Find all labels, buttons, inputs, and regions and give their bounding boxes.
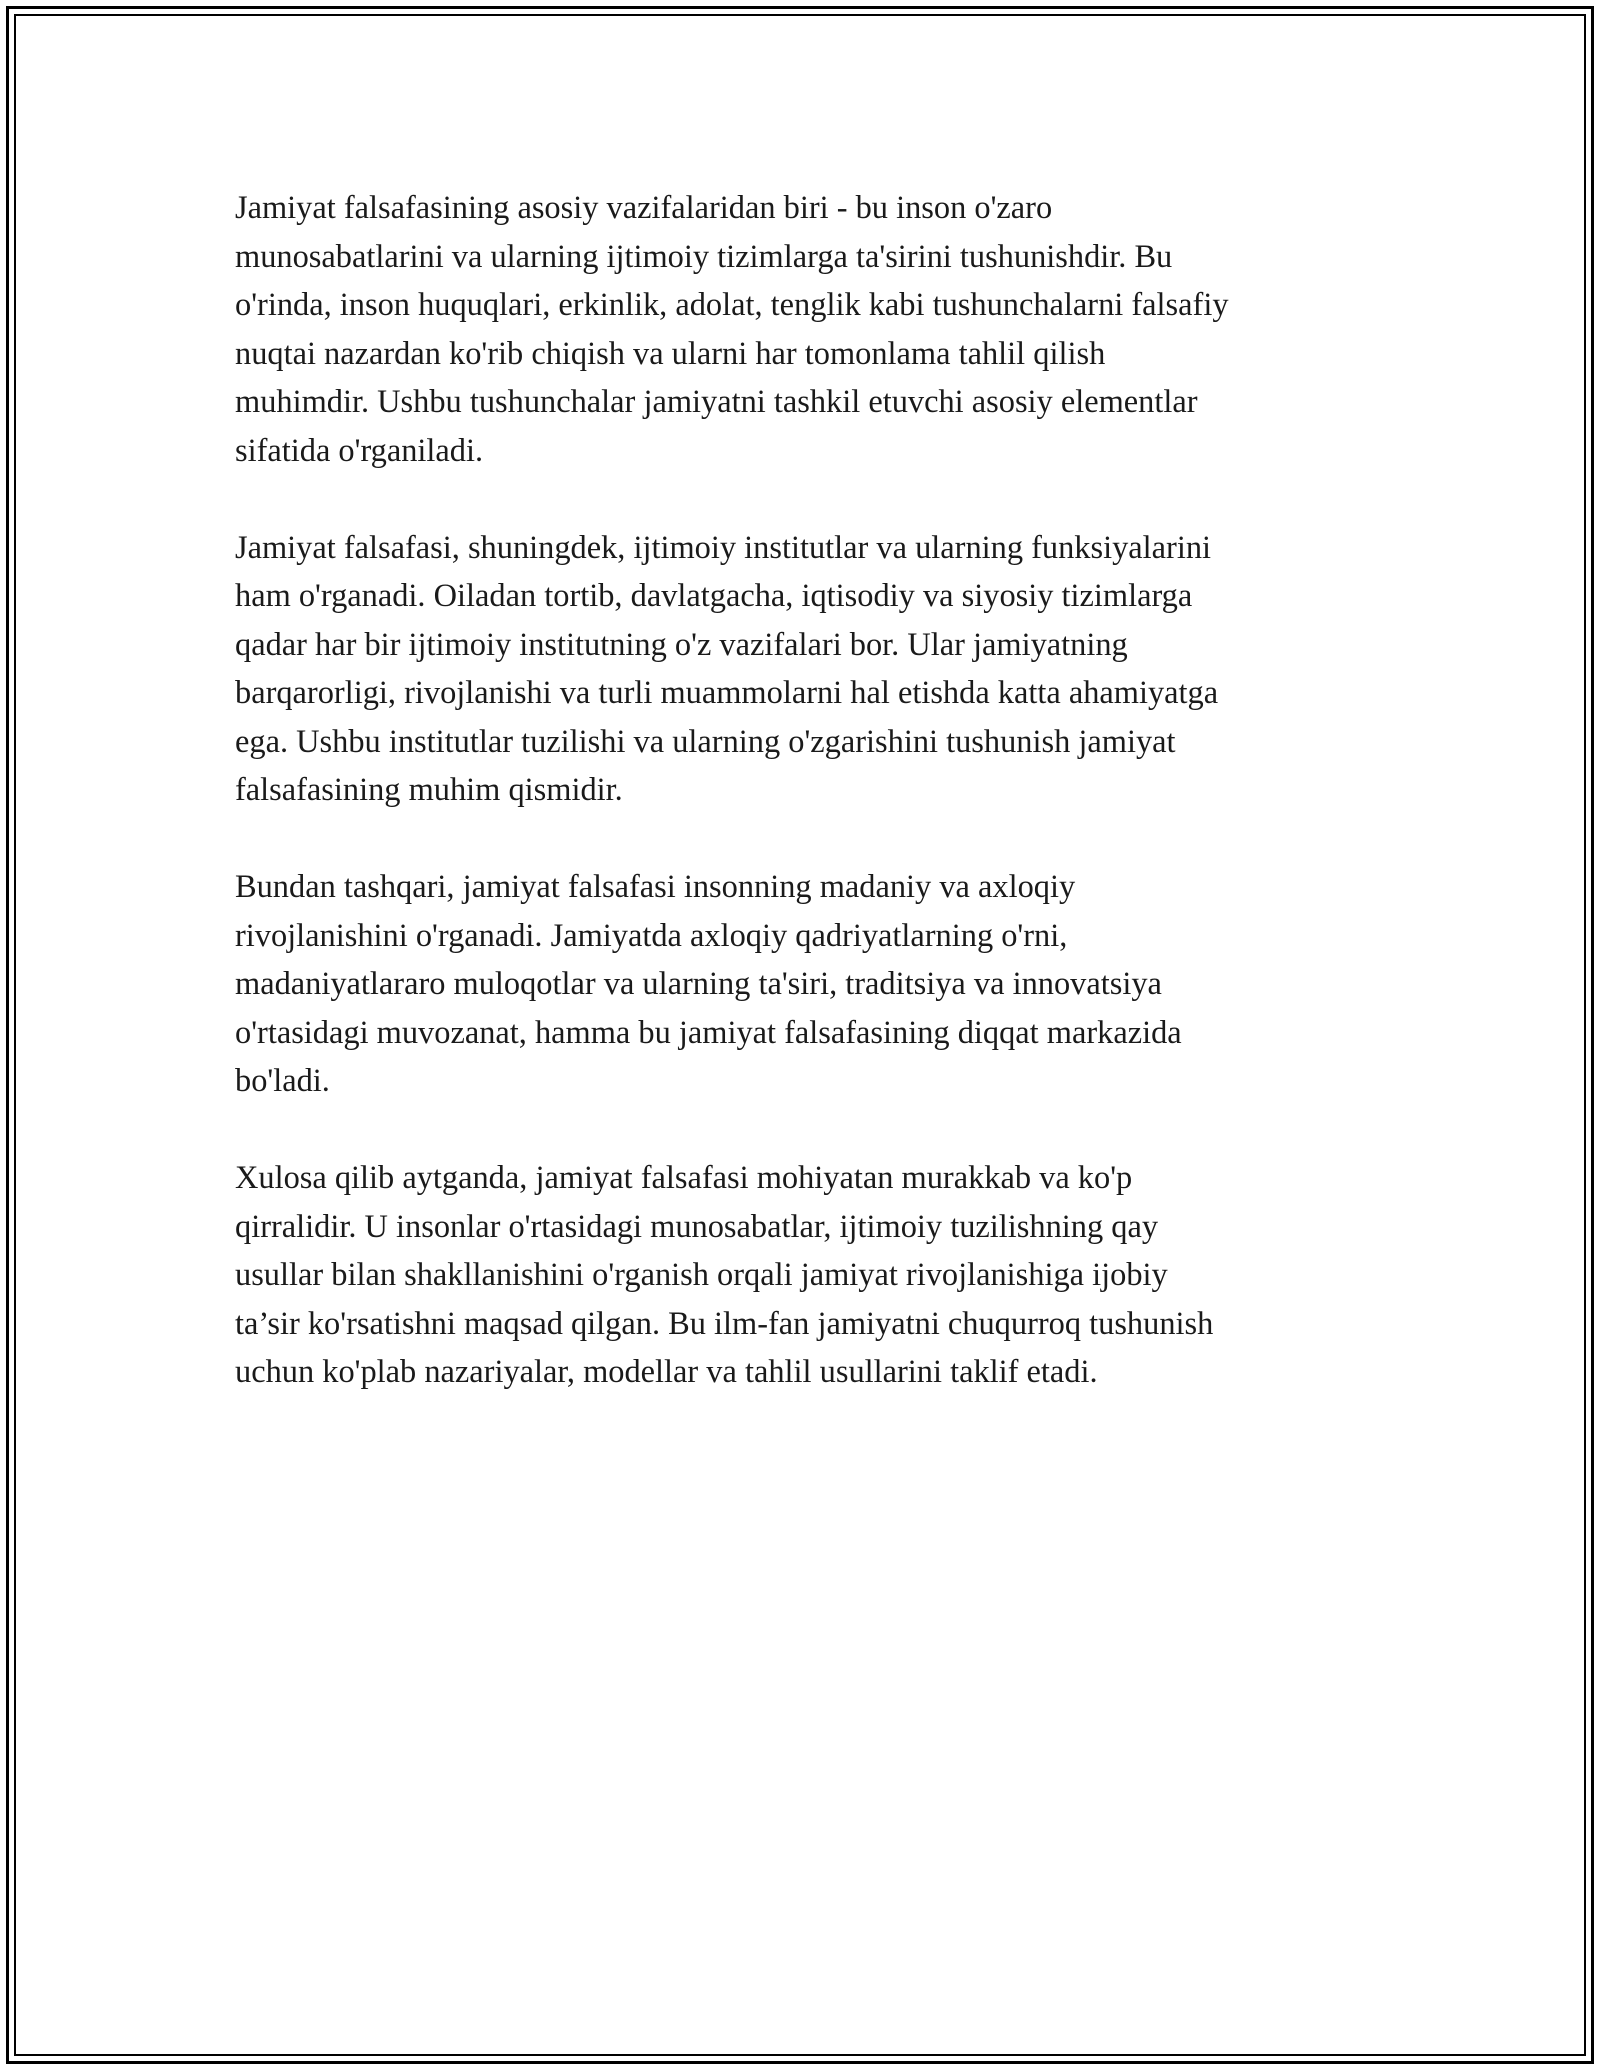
text-line: falsafasining muhim qismidir. (235, 772, 623, 808)
text-line: o'rinda, inson huquqlari, erkinlik, adolat, tenglik kabi tushunchalarni falsafiy (235, 287, 1229, 323)
text-line: rivojlanishini o'rganadi. Jamiyatda axloqiy qadriyatlarning o'rni, (235, 917, 1068, 954)
text-line: bo'ladi. (235, 1063, 330, 1099)
text-line: nuqtai nazardan ko'rib chiqish va ularni har tomonlama tahlil qilish (235, 335, 1106, 372)
text-line: ega. Ushbu institutlar tuzilishi va ularning o'zgarishini tushunish jamiyat (235, 723, 1176, 760)
text-line: uchun ko'plab nazariyalar, modellar va tahlil usullarini taklif etadi. (235, 1354, 1098, 1390)
paragraph-2 (235, 524, 1365, 815)
text-line: Bundan tashqari, jamiyat falsafasi insonning madaniy va axloqiy (235, 869, 1076, 905)
text-line: o'rtasidagi muvozanat, hamma bu jamiyat falsafasining diqqat markazida (235, 1014, 1182, 1051)
text-line: qadar har bir ijtimoiy institutning o'z vazifalari bor. Ular jamiyatning (235, 626, 1128, 663)
document-body (235, 184, 1365, 1445)
text-line: ta’sir ko'rsatishni maqsad qilgan. Bu ilm-fan jamiyatni chuqurroq tushunish (235, 1305, 1214, 1342)
text-line: Jamiyat falsafasining asosiy vazifalaridan biri - bu inson o'zaro (235, 190, 1053, 226)
text-line: madaniyatlararo muloqotlar va ularning ta'siri, traditsiya va innovatsiya (235, 966, 1162, 1002)
text-line: munosabatlarini va ularning ijtimoiy tizimlarga ta'sirini tushunishdir. Bu (235, 238, 1173, 275)
paragraph-3 (235, 863, 1365, 1106)
text-line: muhimdir. Ushbu tushunchalar jamiyatni tashkil etuvchi asosiy elementlar (235, 384, 1198, 420)
paragraph-4 (235, 1154, 1365, 1397)
text-line: sifatida o'rganiladi. (235, 432, 484, 469)
text-line: Jamiyat falsafasi, shuningdek, ijtimoiy institutlar va ularning funksiyalarini (235, 529, 1212, 566)
text-line: qirralidir. U insonlar o'rtasidagi munosabatlar, ijtimoiy tuzilishning qay (235, 1208, 1159, 1245)
text-line: ham o'rganadi. Oiladan tortib, davlatgacha, iqtisodiy va siyosiy tizimlarga (235, 578, 1193, 614)
paragraph-1 (235, 184, 1365, 475)
text-line: usullar bilan shakllanishini o'rganish orqali jamiyat rivojlanishiga ijobiy (235, 1257, 1168, 1293)
text-line: Xulosa qilib aytganda, jamiyat falsafasi mohiyatan murakkab va ko'p (235, 1160, 1133, 1196)
text-line: barqarorligi, rivojlanishi va turli muammolarni hal etishda katta ahamiyatga (235, 675, 1219, 711)
